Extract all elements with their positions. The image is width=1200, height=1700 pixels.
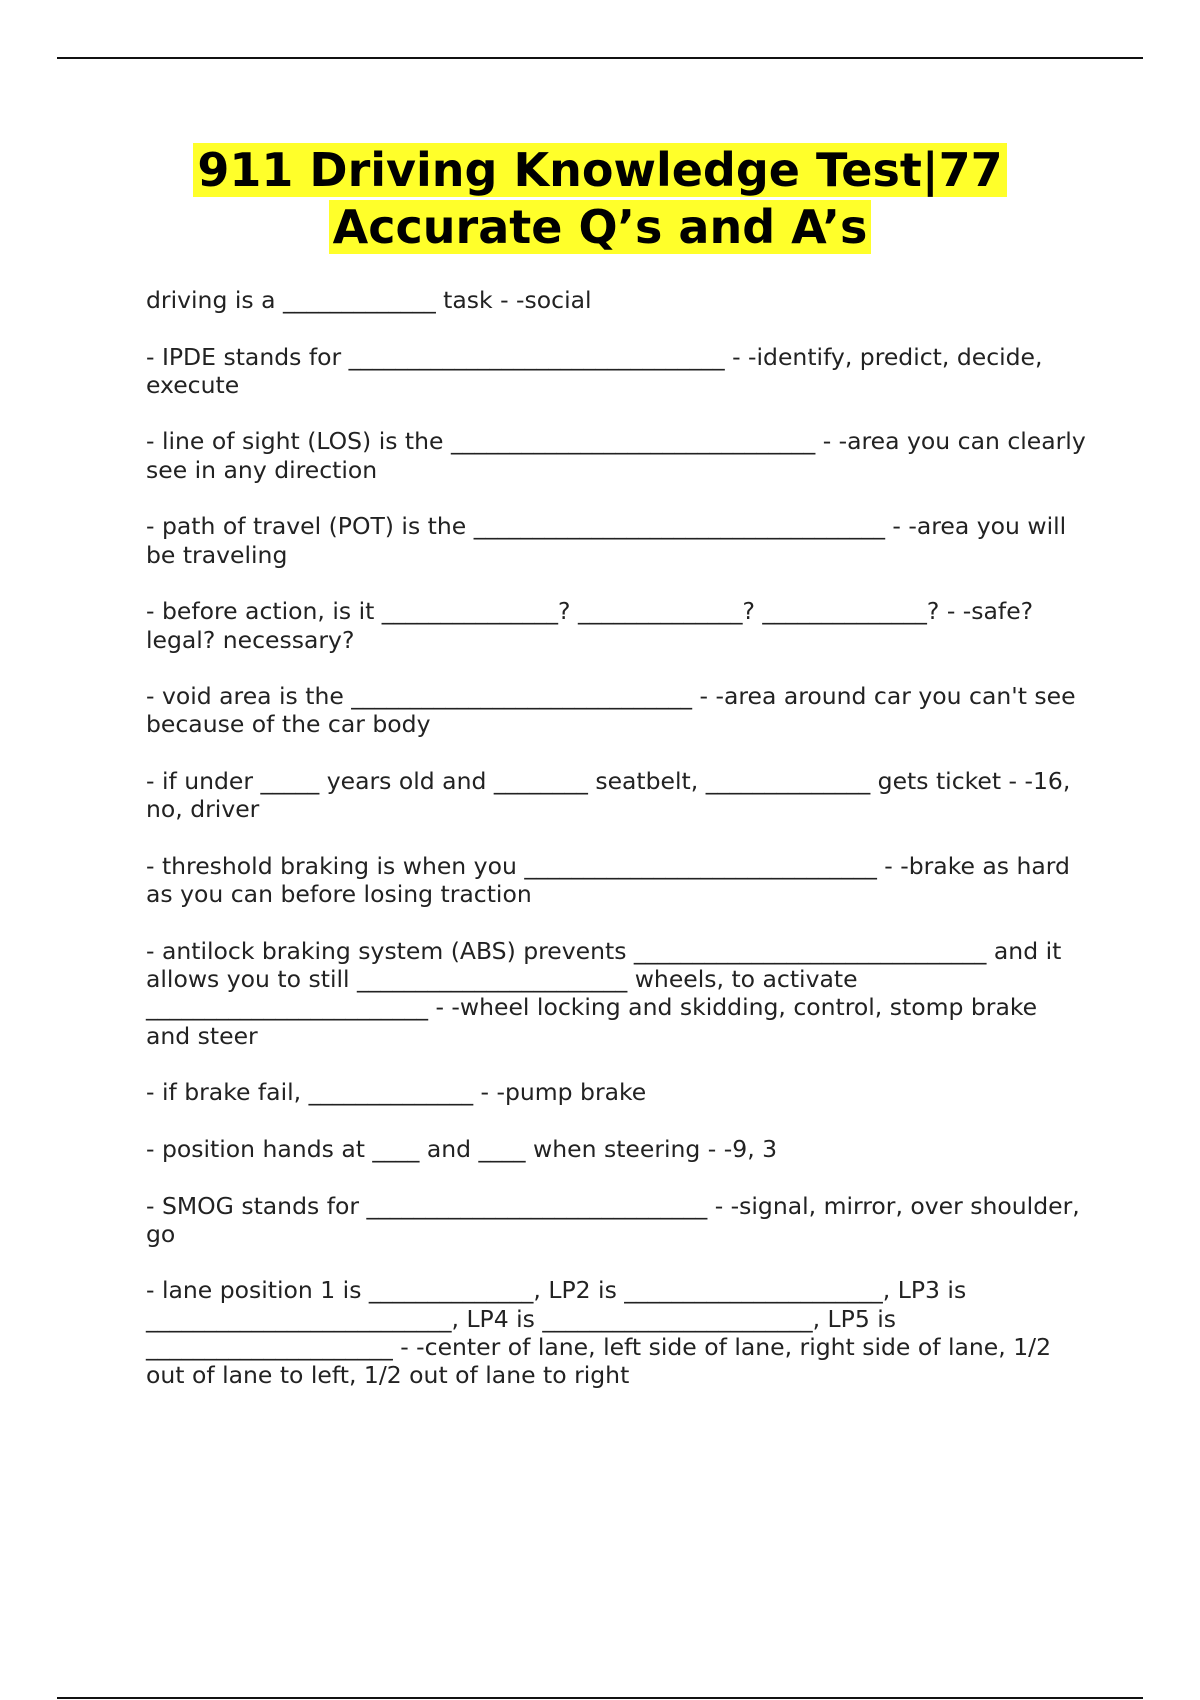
bottom-rule <box>57 1697 1143 1699</box>
question-item: - lane position 1 is ______________, LP2 is ______________________, LP3 is __________________________, LP4 is _______________________, LP5 is _____________________ - -center of lane, left side of lane, right side of lane, 1/2 out of lane to left, 1/2 out of lane to right <box>146 1276 1052 1390</box>
question-item: - if under _____ years old and ________ seatbelt, ______________ gets ticket - -16, no, driver <box>146 767 1071 824</box>
question-item: - threshold braking is when you ______________________________ - -brake as hard as you can before losing traction <box>146 851 1070 909</box>
question-item: - path of travel (POT) is the ___________________________________ - -area you will be traveling <box>146 512 1067 569</box>
question-item: driving is a _____________ task - -social <box>146 286 592 314</box>
question-item: - SMOG stands for _____________________________ - -signal, mirror, over shoulder, go <box>146 1191 1080 1248</box>
top-rule <box>57 57 1143 59</box>
title-line-1: 911 Driving Knowledge Test|77 <box>193 143 1006 197</box>
question-item: - if brake fail, ______________ - -pump brake <box>146 1078 647 1107</box>
question-item: - void area is the _____________________________ - -area around car you can't see because of the car body <box>146 682 1076 739</box>
question-item: - line of sight (LOS) is the _______________________________ - -area you can clearly see in any direction <box>146 427 1086 484</box>
question-item: - IPDE stands for ________________________________ - -identify, predict, decide, execute <box>146 342 1043 399</box>
title-line-2: Accurate Q’s and A’s <box>329 200 872 254</box>
question-item: - antilock braking system (ABS) prevents ______________________________ and it allows you to still _______________________ wheels, to activate ________________________ - -wheel locking and skidding, control, stomp brake and steer <box>146 936 1062 1050</box>
question-item: - before action, is it _______________? ______________? ______________? - -safe? legal? necessary? <box>146 597 1034 654</box>
question-list <box>146 286 1086 1418</box>
question-item: - position hands at ____ and ____ when steering - -9, 3 <box>146 1134 778 1163</box>
document-title <box>100 142 1100 256</box>
